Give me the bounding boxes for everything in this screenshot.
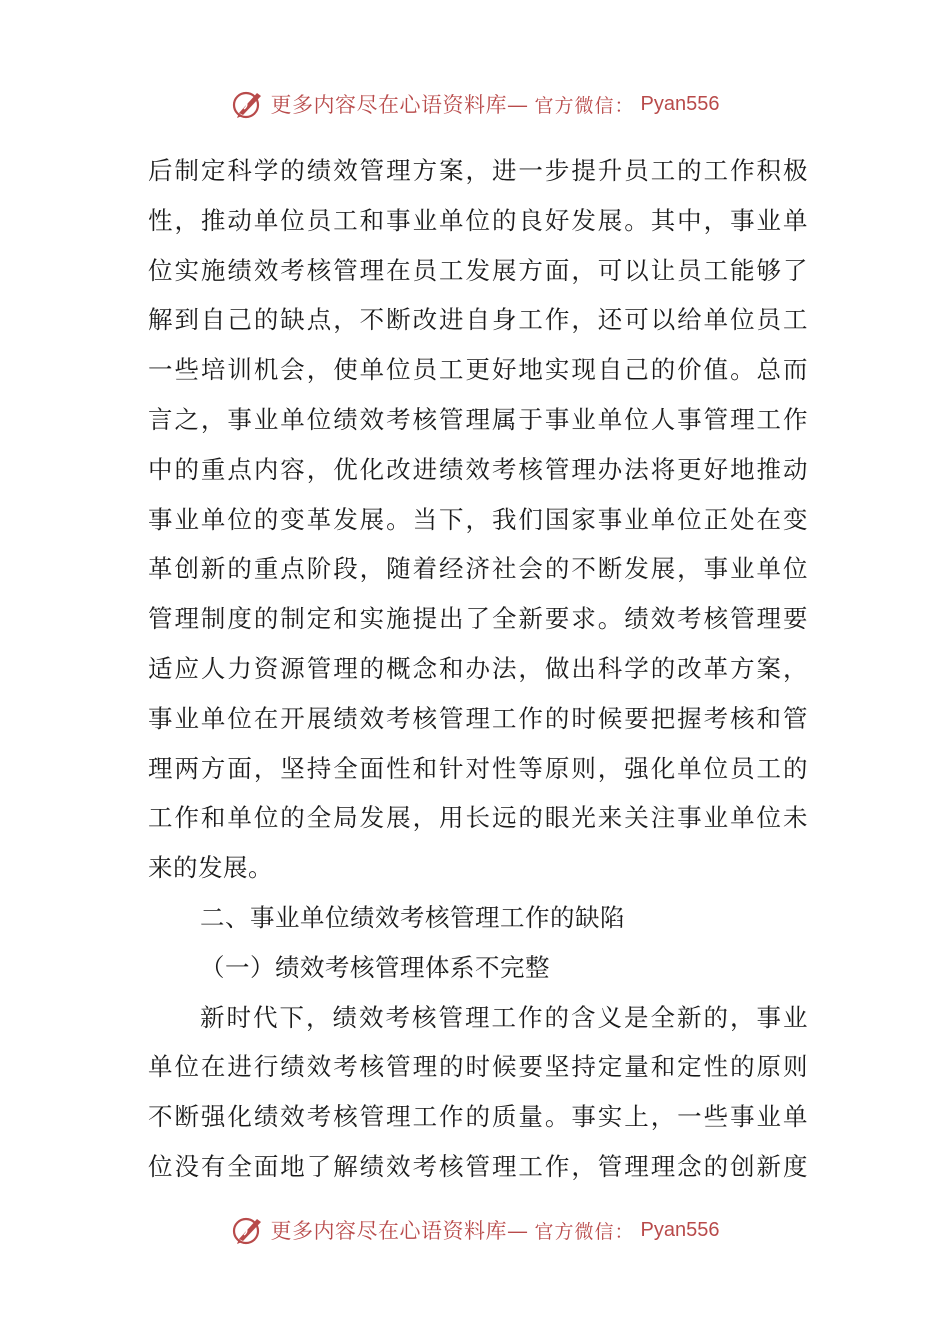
text-line: 不断强化绩效考核管理工作的质量。事实上，一些事业单 <box>148 1102 808 1132</box>
pen-logo-icon <box>231 1213 265 1247</box>
subsection-heading: （一）绩效考核管理体系不完整 <box>200 952 550 982</box>
document-body <box>148 146 808 1192</box>
header-banner <box>0 84 950 124</box>
text-line: 单位在进行绩效考核管理的时候要坚持定量和定性的原则 <box>148 1052 808 1082</box>
text-line: 一些培训机会，使单位员工更好地实现自己的价值。总而 <box>148 355 808 385</box>
text-line: 位没有全面地了解绩效考核管理工作，管理理念的创新度 <box>148 1151 808 1181</box>
header-slogan: 更多内容尽在心语资料库— <box>270 93 529 117</box>
text-line: 事业单位的变革发展。当下，我们国家事业单位正处在变 <box>148 504 808 534</box>
text-line: 后制定科学的绩效管理方案，进一步提升员工的工作积极 <box>148 156 808 185</box>
text-line: 事业单位在开展绩效考核管理工作的时候要把握考核和管 <box>148 703 808 733</box>
footer-wechat-handle: Pyan556 <box>640 1218 720 1241</box>
text-line: 适应人力资源管理的概念和办法，做出科学的改革方案， <box>148 653 808 683</box>
section-heading: 二、事业单位绩效考核管理工作的缺陷 <box>200 902 625 932</box>
text-line: 工作和单位的全局发展，用长远的眼光来关注事业单位未 <box>148 803 808 833</box>
text-line: 理两方面，坚持全面性和针对性等原则，强化单位员工的 <box>148 753 808 783</box>
text-line: 性，推动单位员工和事业单位的良好发展。其中，事业单 <box>148 205 808 235</box>
header-contact-label: 官方微信： <box>534 94 635 117</box>
text-line: 新时代下，绩效考核管理工作的含义是全新的，事业 <box>200 1002 808 1032</box>
text-line: 管理制度的制定和实施提出了全新要求。绩效考核管理要 <box>148 604 808 634</box>
text-line: 解到自己的缺点，不断改进自身工作，还可以给单位员工 <box>148 305 808 335</box>
footer-contact-label: 官方微信： <box>534 1220 635 1243</box>
footer-banner <box>0 1210 950 1250</box>
pen-logo-icon <box>231 87 265 121</box>
text-line: 言之，事业单位绩效考核管理属于事业单位人事管理工作 <box>148 404 808 434</box>
text-line: 位实施绩效考核管理在员工发展方面，可以让员工能够了 <box>148 255 808 285</box>
text-line: 来的发展。 <box>148 853 273 883</box>
header-wechat-handle: Pyan556 <box>640 92 720 115</box>
text-line: 革创新的重点阶段，随着经济社会的不断发展，事业单位 <box>148 554 808 584</box>
footer-slogan: 更多内容尽在心语资料库— <box>270 1219 529 1243</box>
text-line: 中的重点内容，优化改进绩效考核管理办法将更好地推动 <box>148 454 808 484</box>
